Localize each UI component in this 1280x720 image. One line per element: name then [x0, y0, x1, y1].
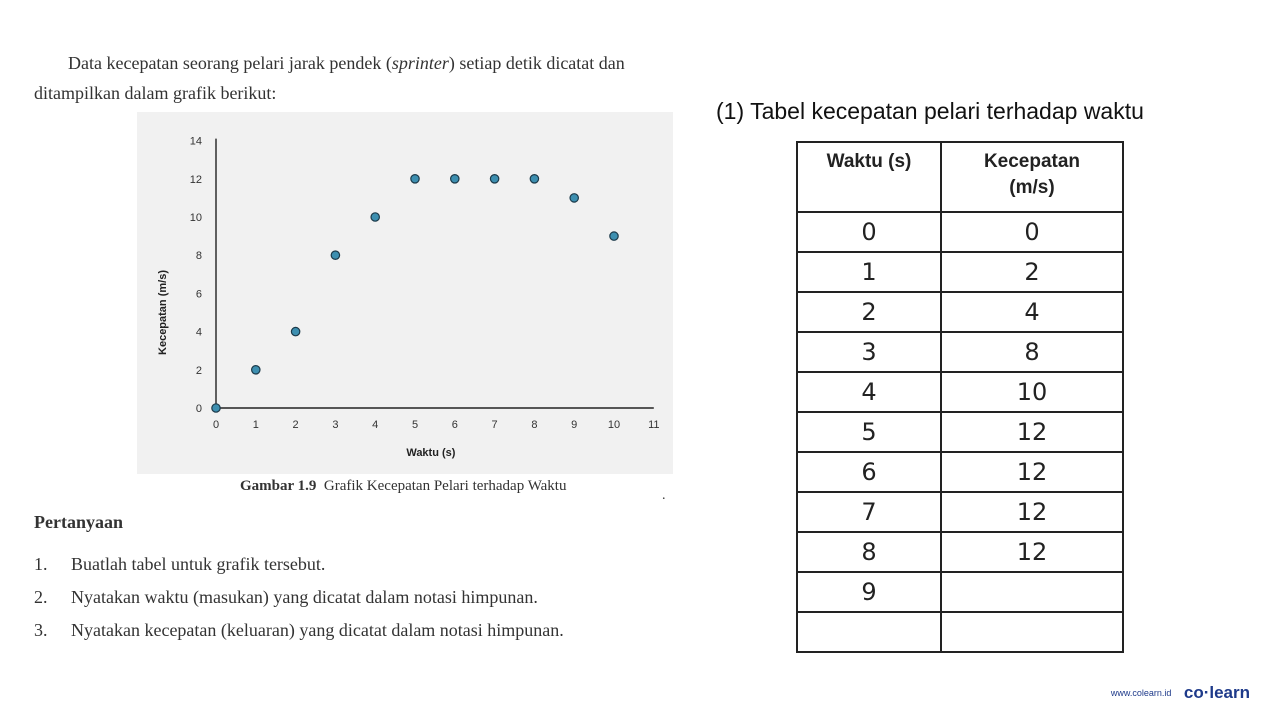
data-point	[411, 175, 419, 183]
table-row	[797, 332, 1123, 372]
question-item: 1. Buatlah tabel untuk grafik tersebut.	[34, 554, 326, 574]
cell-waktu: 1	[797, 252, 941, 292]
header-kecepatan: Kecepatan (m/s)	[941, 142, 1123, 212]
x-tick-label: 9	[571, 419, 578, 431]
header-waktu: Waktu (s)	[797, 142, 941, 212]
y-axis-label: Kecepatan (m/s)	[157, 270, 169, 355]
data-point	[291, 327, 299, 335]
question-item: 3. Nyatakan kecepatan (keluaran) yang dicatat dalam notasi himpunan.	[34, 620, 564, 640]
cell-waktu: 0	[797, 212, 941, 252]
intro-text-1: Data kecepatan seorang pelari jarak pendek (	[68, 53, 392, 73]
questions-list	[34, 550, 564, 649]
x-tick-label: 8	[531, 419, 538, 431]
data-point	[331, 251, 339, 259]
y-tick-label: 2	[195, 364, 202, 377]
y-tick-label: 8	[195, 250, 202, 263]
table-row	[797, 612, 1123, 652]
table-row	[797, 252, 1123, 292]
x-tick-label: 10	[607, 419, 621, 431]
cell-waktu: 8	[797, 532, 941, 572]
colearn-logo: co·learn	[1183, 683, 1250, 702]
data-point	[530, 175, 538, 183]
cell-kecepatan: 12	[941, 532, 1123, 572]
speed-table	[796, 141, 1124, 653]
cell-waktu: 5	[797, 412, 941, 452]
chart-svg	[137, 112, 673, 474]
x-tick-label: 4	[372, 419, 379, 431]
y-tick-label: 10	[189, 212, 202, 224]
intro-paragraph	[34, 48, 734, 108]
cell-kecepatan: 12	[941, 452, 1123, 492]
footer-brand	[1111, 683, 1250, 703]
data-point	[570, 194, 578, 202]
table-title: (1) Tabel kecepatan pelari terhadap waktu	[716, 98, 1144, 124]
cell-waktu: 3	[797, 332, 941, 372]
cell-waktu: 9	[797, 572, 941, 612]
data-point	[490, 175, 498, 183]
data-point	[212, 404, 220, 412]
data-point	[252, 366, 260, 374]
x-tick-label: 0	[212, 419, 220, 431]
data-point	[610, 232, 618, 240]
cell-kecepatan: 4	[941, 292, 1123, 332]
table-row	[797, 212, 1123, 252]
table-row	[797, 572, 1123, 612]
table-row	[797, 532, 1123, 572]
data-point	[451, 175, 459, 183]
cell-kecepatan: 2	[941, 252, 1123, 292]
cell-waktu	[797, 612, 941, 652]
questions-title: Pertanyaan	[34, 512, 123, 532]
cell-kecepatan: 8	[941, 332, 1123, 372]
intro-text-2: ) setiap detik dicatat dan	[448, 53, 625, 73]
x-tick-label: 2	[292, 419, 299, 431]
footer-url: www.colearn.id	[1110, 688, 1172, 698]
x-tick-label: 11	[648, 419, 660, 431]
cell-kecepatan: 12	[941, 412, 1123, 452]
cell-kecepatan: 10	[941, 372, 1123, 412]
cell-kecepatan: 0	[941, 212, 1123, 252]
data-point	[371, 213, 379, 221]
question-item: 2. Nyatakan waktu (masukan) yang dicatat dalam notasi himpunan.	[34, 587, 538, 607]
x-tick-label: 6	[451, 419, 458, 431]
x-tick-label: 5	[411, 419, 419, 431]
y-tick-label: 0	[195, 403, 202, 415]
y-tick-label: 6	[195, 288, 202, 301]
cell-kecepatan	[941, 612, 1123, 652]
table-row	[797, 492, 1123, 532]
cell-waktu: 7	[797, 492, 941, 532]
cell-waktu: 4	[797, 372, 941, 412]
caption-text: Grafik Kecepatan Pelari terhadap Waktu	[323, 478, 567, 494]
intro-italic: sprinter	[391, 53, 449, 73]
y-tick-label: 12	[189, 173, 202, 186]
speed-chart	[137, 112, 673, 474]
figure-caption	[240, 478, 566, 495]
stray-dot: .	[662, 488, 666, 503]
x-tick-label: 3	[332, 419, 339, 431]
x-tick-label: 7	[491, 419, 498, 431]
y-tick-label: 4	[195, 326, 202, 339]
table-row	[797, 452, 1123, 492]
cell-waktu: 2	[797, 292, 941, 332]
cell-kecepatan: 12	[941, 492, 1123, 532]
table-row	[797, 412, 1123, 452]
caption-label: Gambar 1.9	[240, 478, 317, 494]
x-axis-label: Waktu (s)	[406, 447, 456, 459]
cell-kecepatan	[941, 572, 1123, 612]
x-tick-label: 1	[252, 419, 259, 431]
table-row	[797, 372, 1123, 412]
y-tick-label: 14	[189, 135, 202, 148]
intro-line-2: ditampilkan dalam grafik berikut:	[34, 83, 277, 103]
table-row	[797, 292, 1123, 332]
cell-waktu: 6	[797, 452, 941, 492]
